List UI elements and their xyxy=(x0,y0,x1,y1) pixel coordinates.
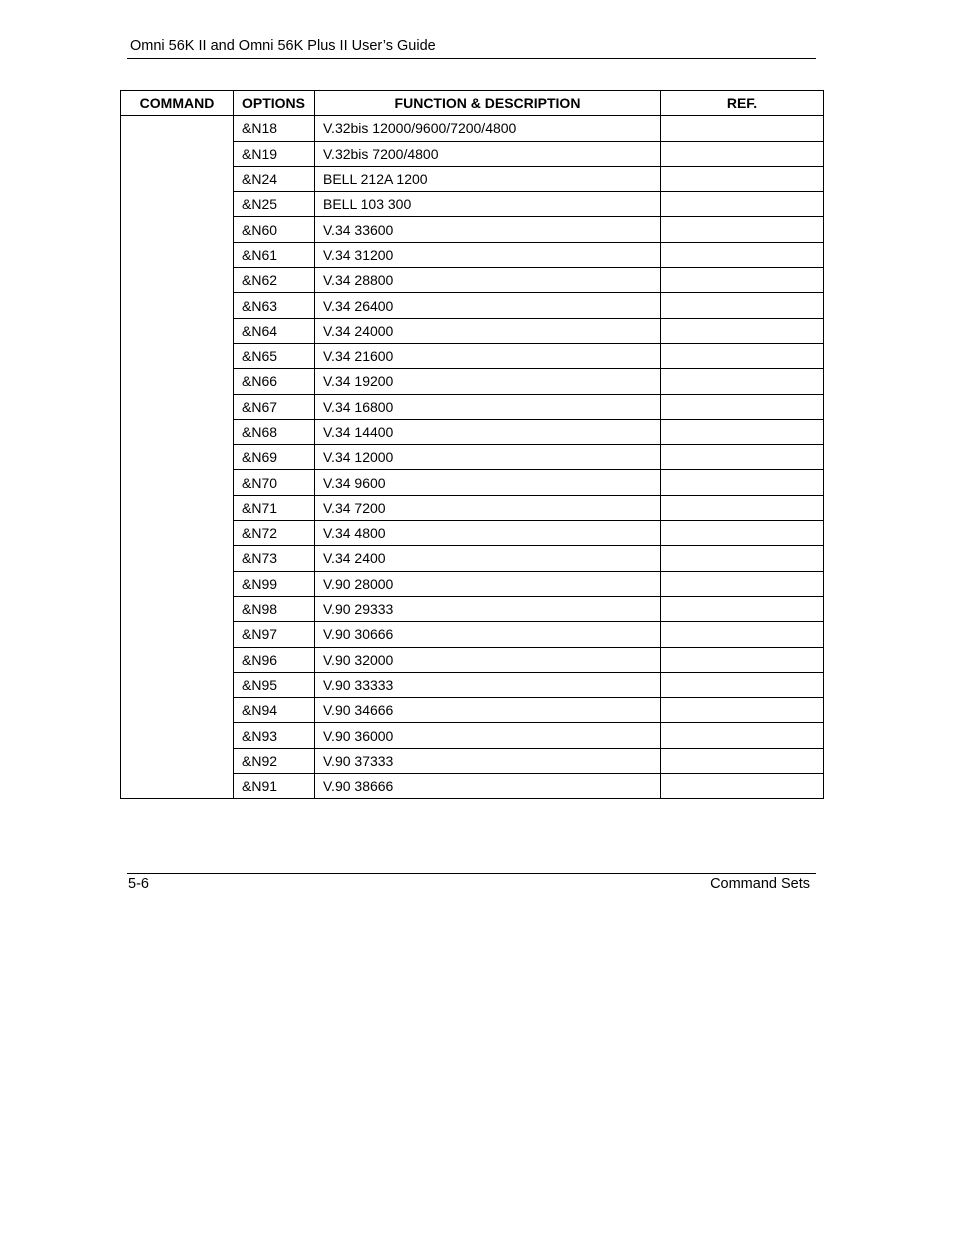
option-cell: &N18 xyxy=(234,116,315,141)
option-cell: &N98 xyxy=(234,596,315,621)
page-header-title: Omni 56K II and Omni 56K Plus II User’s Guide xyxy=(130,38,436,54)
command-cell xyxy=(121,116,234,799)
footer-section-title: Command Sets xyxy=(710,876,810,892)
option-cell: &N91 xyxy=(234,774,315,799)
ref-cell xyxy=(661,166,824,191)
description-cell: V.90 37333 xyxy=(315,748,661,773)
description-cell: V.32bis 12000/9600/7200/4800 xyxy=(315,116,661,141)
option-cell: &N99 xyxy=(234,571,315,596)
ref-cell xyxy=(661,141,824,166)
ref-cell xyxy=(661,192,824,217)
option-cell: &N67 xyxy=(234,394,315,419)
ref-cell xyxy=(661,723,824,748)
description-cell: V.90 34666 xyxy=(315,698,661,723)
description-cell: V.34 9600 xyxy=(315,470,661,495)
ref-cell xyxy=(661,546,824,571)
option-cell: &N70 xyxy=(234,470,315,495)
option-cell: &N73 xyxy=(234,546,315,571)
option-cell: &N65 xyxy=(234,343,315,368)
option-cell: &N96 xyxy=(234,647,315,672)
description-cell: V.34 21600 xyxy=(315,343,661,368)
description-cell: BELL 212A 1200 xyxy=(315,166,661,191)
description-cell: V.34 14400 xyxy=(315,419,661,444)
footer-divider xyxy=(127,873,816,874)
option-cell: &N66 xyxy=(234,369,315,394)
ref-cell xyxy=(661,419,824,444)
description-cell: BELL 103 300 xyxy=(315,192,661,217)
description-cell: V.90 29333 xyxy=(315,596,661,621)
option-cell: &N24 xyxy=(234,166,315,191)
option-cell: &N92 xyxy=(234,748,315,773)
header-divider xyxy=(127,58,816,59)
option-cell: &N94 xyxy=(234,698,315,723)
ref-cell xyxy=(661,217,824,242)
ref-cell xyxy=(661,470,824,495)
ref-cell xyxy=(661,445,824,470)
ref-cell xyxy=(661,293,824,318)
column-header-ref: REF. xyxy=(661,91,824,116)
ref-cell xyxy=(661,116,824,141)
description-cell: V.34 24000 xyxy=(315,318,661,343)
description-cell: V.90 28000 xyxy=(315,571,661,596)
option-cell: &N60 xyxy=(234,217,315,242)
ref-cell xyxy=(661,596,824,621)
description-cell: V.90 38666 xyxy=(315,774,661,799)
description-cell: V.34 26400 xyxy=(315,293,661,318)
column-header-function-description: FUNCTION & DESCRIPTION xyxy=(315,91,661,116)
ref-cell xyxy=(661,369,824,394)
description-cell: V.34 12000 xyxy=(315,445,661,470)
page-number: 5-6 xyxy=(128,876,149,892)
option-cell: &N62 xyxy=(234,268,315,293)
description-cell: V.34 31200 xyxy=(315,242,661,267)
table-body xyxy=(121,116,824,799)
ref-cell xyxy=(661,268,824,293)
option-cell: &N25 xyxy=(234,192,315,217)
option-cell: &N69 xyxy=(234,445,315,470)
description-cell: V.34 19200 xyxy=(315,369,661,394)
option-cell: &N68 xyxy=(234,419,315,444)
option-cell: &N97 xyxy=(234,622,315,647)
option-cell: &N64 xyxy=(234,318,315,343)
description-cell: V.34 28800 xyxy=(315,268,661,293)
ref-cell xyxy=(661,774,824,799)
ref-cell xyxy=(661,698,824,723)
ref-cell xyxy=(661,672,824,697)
description-cell: V.34 4800 xyxy=(315,521,661,546)
option-cell: &N63 xyxy=(234,293,315,318)
ref-cell xyxy=(661,622,824,647)
ref-cell xyxy=(661,394,824,419)
description-cell: V.34 2400 xyxy=(315,546,661,571)
ref-cell xyxy=(661,495,824,520)
ref-cell xyxy=(661,571,824,596)
option-cell: &N93 xyxy=(234,723,315,748)
description-cell: V.34 7200 xyxy=(315,495,661,520)
ref-cell xyxy=(661,748,824,773)
ref-cell xyxy=(661,242,824,267)
option-cell: &N71 xyxy=(234,495,315,520)
option-cell: &N19 xyxy=(234,141,315,166)
description-cell: V.90 30666 xyxy=(315,622,661,647)
column-header-options: OPTIONS xyxy=(234,91,315,116)
description-cell: V.90 32000 xyxy=(315,647,661,672)
table-header-row xyxy=(121,91,824,116)
option-cell: &N61 xyxy=(234,242,315,267)
option-cell: &N72 xyxy=(234,521,315,546)
ref-cell xyxy=(661,647,824,672)
table-row xyxy=(121,116,824,141)
ref-cell xyxy=(661,521,824,546)
command-table xyxy=(120,90,824,799)
column-header-command: COMMAND xyxy=(121,91,234,116)
description-cell: V.90 36000 xyxy=(315,723,661,748)
ref-cell xyxy=(661,343,824,368)
description-cell: V.34 33600 xyxy=(315,217,661,242)
description-cell: V.32bis 7200/4800 xyxy=(315,141,661,166)
description-cell: V.90 33333 xyxy=(315,672,661,697)
ref-cell xyxy=(661,318,824,343)
option-cell: &N95 xyxy=(234,672,315,697)
description-cell: V.34 16800 xyxy=(315,394,661,419)
